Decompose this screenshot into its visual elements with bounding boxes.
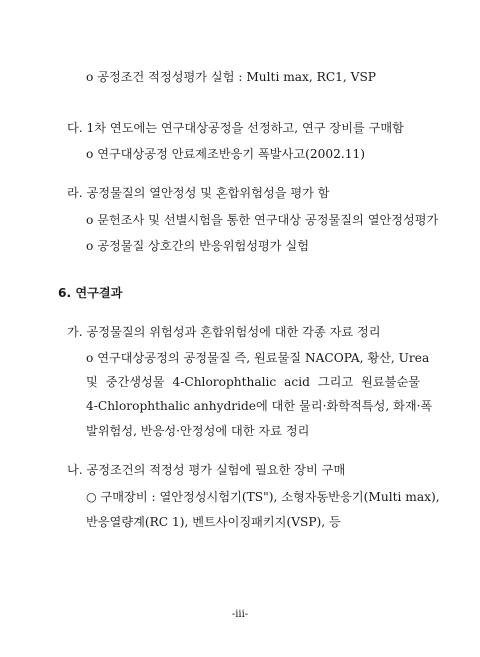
ra-heading: 라. 공정물질의 열안정성 및 혼합위험성을 평가 함 xyxy=(67,186,330,200)
na-item-line-1: ○ 구매장비 : 열안정성시험기(TS"), 소형자동반응기(Multi max), xyxy=(86,490,440,504)
ga-item-line-4: 발위험성, 반응성·안정성에 대한 자료 정리 xyxy=(86,424,310,438)
ga-item-line-2: 및 중간생성물 4-Chlorophthalic acid 그리고 원료불순물 xyxy=(86,375,420,389)
ga-heading: 가. 공정물질의 위험성과 혼합위험성에 대한 각종 자료 정리 xyxy=(67,325,381,339)
da-heading: 다. 1차 연도에는 연구대상공정을 선정하고, 연구 장비를 구매함 xyxy=(67,121,404,135)
process-condition-item: o 공정조건 적정성평가 실험 : Multi max, RC1, VSP xyxy=(86,70,377,84)
da-item: o 연구대상공정 안료제조반응기 폭발사고(2002.11) xyxy=(86,147,366,161)
page-number: -iii- xyxy=(231,609,249,620)
ra-item-1: o 문헌조사 및 선별시험을 통한 연구대상 공정물질의 열안정성평가 xyxy=(86,213,439,227)
na-heading: 나. 공정조건의 적정성 평가 실험에 필요한 장비 구매 xyxy=(67,463,346,477)
na-item-line-2: 반응열량계(RC 1), 벤트사이징패키지(VSP), 등 xyxy=(86,515,341,529)
ra-item-2: o 공정물질 상호간의 반응위험성평가 실험 xyxy=(86,239,309,253)
ga-item-line-3: 4-Chlorophthalic anhydride에 대한 물리·화학적특성, 화재·폭 xyxy=(86,399,433,413)
ga-item-line-1: o 연구대상공정의 공정물질 즉, 원료물질 NACOPA, 황산, Urea xyxy=(86,351,430,365)
section-6-title: 6. 연구결과 xyxy=(58,286,123,300)
